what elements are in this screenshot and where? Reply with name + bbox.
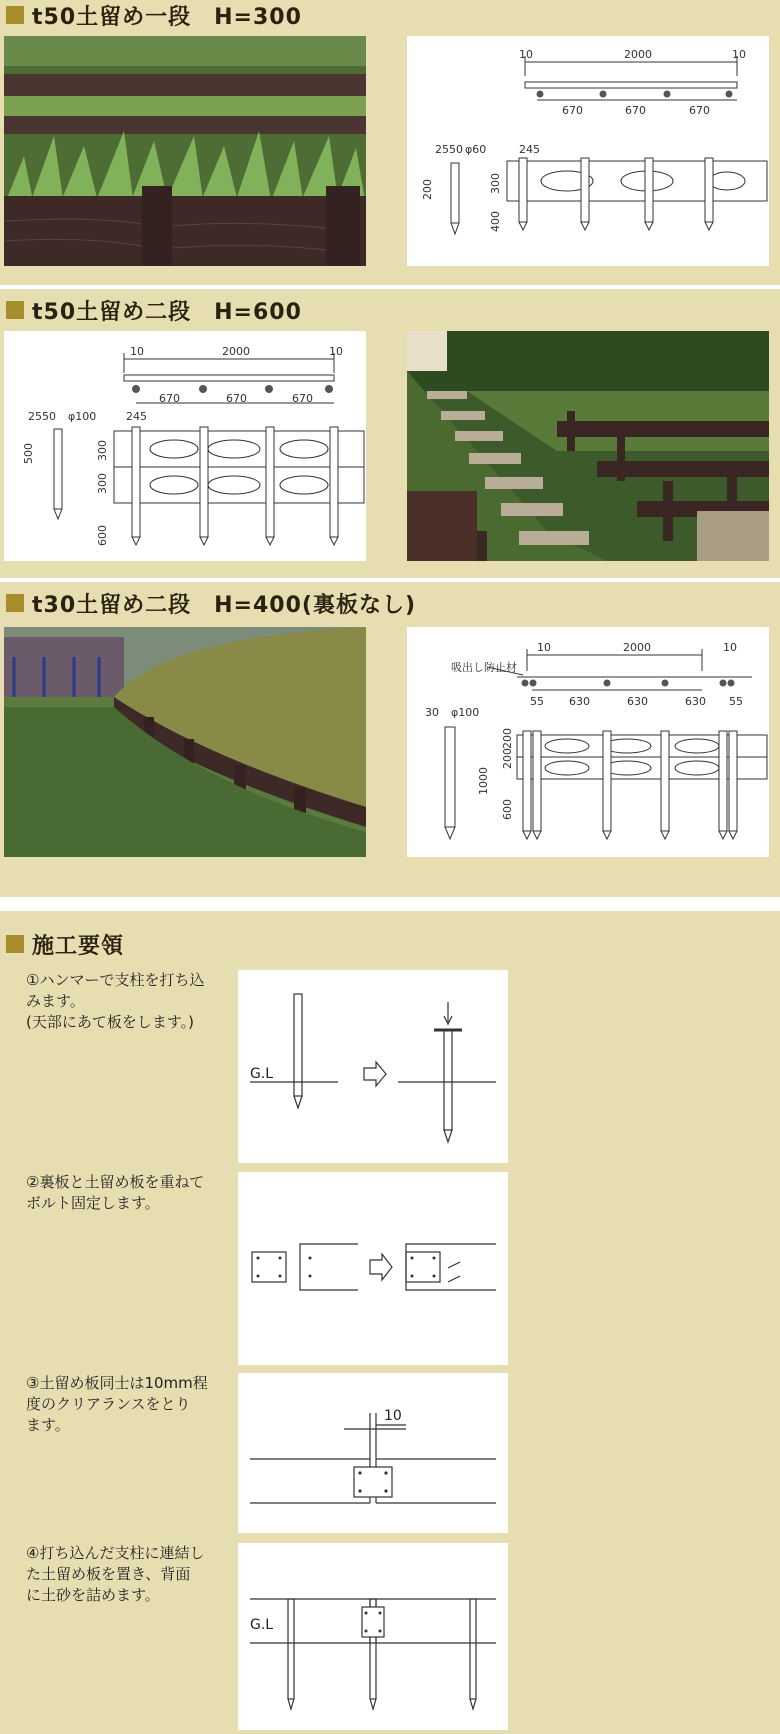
procedure-title: 施工要領 — [6, 931, 124, 957]
dimension-drawing-double-tier — [4, 331, 366, 561]
section-marker-icon — [6, 935, 24, 953]
dim-center: 2000 — [624, 48, 652, 61]
step-4-text: ④打ち込んだ支柱に連結し た土留め板を置き、背面 に土砂を詰めます。 — [26, 1544, 205, 1604]
step-1-diagram — [238, 970, 508, 1163]
dim-spacing-2: 630 — [569, 695, 590, 708]
dim-panel-w: 245 — [126, 410, 147, 423]
dim-h-lower: 400 — [489, 211, 502, 232]
section-separator — [0, 897, 780, 911]
dim-h-a: 300 — [96, 440, 109, 461]
dim-spacing-1: 670 — [562, 104, 583, 117]
photo-double-tier-steps — [407, 331, 769, 561]
dim-spacing-1: 670 — [159, 392, 180, 405]
dimension-drawing-single-tier — [407, 36, 769, 266]
dim-h-upper: 300 — [489, 173, 502, 194]
dim-left: 10 — [519, 48, 533, 61]
dim-spacing-1: 55 — [530, 695, 544, 708]
dim-spacing-2: 670 — [625, 104, 646, 117]
dim-h-a: 200 — [501, 728, 514, 749]
gl-label: G.L — [250, 1617, 274, 1633]
dim-side-h: 200 — [421, 179, 434, 200]
section-marker-icon — [6, 301, 24, 319]
dim-spacing-3: 670 — [689, 104, 710, 117]
dim-post-dia: φ60 — [465, 143, 487, 156]
dim-right: 10 — [723, 641, 737, 654]
dim-spacing-5: 55 — [729, 695, 743, 708]
section-separator — [0, 578, 780, 582]
section-marker-icon — [6, 6, 24, 24]
photo-curved-retaining-wall — [4, 627, 366, 857]
dim-side-h: 500 — [22, 443, 35, 464]
dim-left: 10 — [130, 345, 144, 358]
dim-h-total: 1000 — [477, 767, 490, 795]
dim-left: 10 — [537, 641, 551, 654]
dim-post-dia: φ100 — [451, 706, 480, 719]
dim-spacing-2: 670 — [226, 392, 247, 405]
dimension-drawing-t30-double-tier — [407, 627, 769, 857]
dim-post-w: 25 — [28, 410, 42, 423]
dim-post-w2: 50 — [42, 410, 56, 423]
dim-post-w: 25 — [435, 143, 449, 156]
dim-spacing-3: 630 — [627, 695, 648, 708]
step-3-text: ③土留め板同士は10mm程 度のクリアランスをとり ます。 — [26, 1374, 208, 1434]
dim-post-w2: 50 — [449, 143, 463, 156]
dim-spacing-4: 630 — [685, 695, 706, 708]
photo-single-tier-retaining-wall — [4, 36, 366, 266]
dim-post-w: 30 — [425, 706, 439, 719]
step-4-diagram — [238, 1543, 508, 1730]
gl-label: G.L — [250, 1066, 274, 1082]
clearance-label: 10 — [384, 1408, 402, 1424]
note-anti-suction: 吸出し防止材 — [451, 661, 517, 674]
dim-panel-w: 245 — [519, 143, 540, 156]
dim-right: 10 — [329, 345, 343, 358]
dim-h-c: 600 — [501, 799, 514, 820]
dim-spacing-3: 670 — [292, 392, 313, 405]
step-2-diagram — [238, 1172, 508, 1365]
dim-h-c: 600 — [96, 525, 109, 546]
step-1-text: ①ハンマーで支柱を打ち込 みます。 (天部にあて板をします。) — [26, 971, 205, 1031]
dim-center: 2000 — [222, 345, 250, 358]
step-3-diagram — [238, 1373, 508, 1533]
dim-h-b: 200 — [501, 748, 514, 769]
section-title-3: t30土留め二段 H=400(裏板なし) — [6, 590, 416, 616]
dim-h-b: 300 — [96, 473, 109, 494]
step-2-text: ②裏板と土留め板を重ねて ボルト固定します。 — [26, 1173, 205, 1212]
dim-center: 2000 — [623, 641, 651, 654]
section-title-1: t50土留め一段 H=300 — [6, 2, 302, 28]
dim-right: 10 — [732, 48, 746, 61]
dim-post-dia: φ100 — [68, 410, 97, 423]
section-title-2: t50土留め二段 H=600 — [6, 297, 302, 323]
section-separator — [0, 285, 780, 289]
section-marker-icon — [6, 594, 24, 612]
